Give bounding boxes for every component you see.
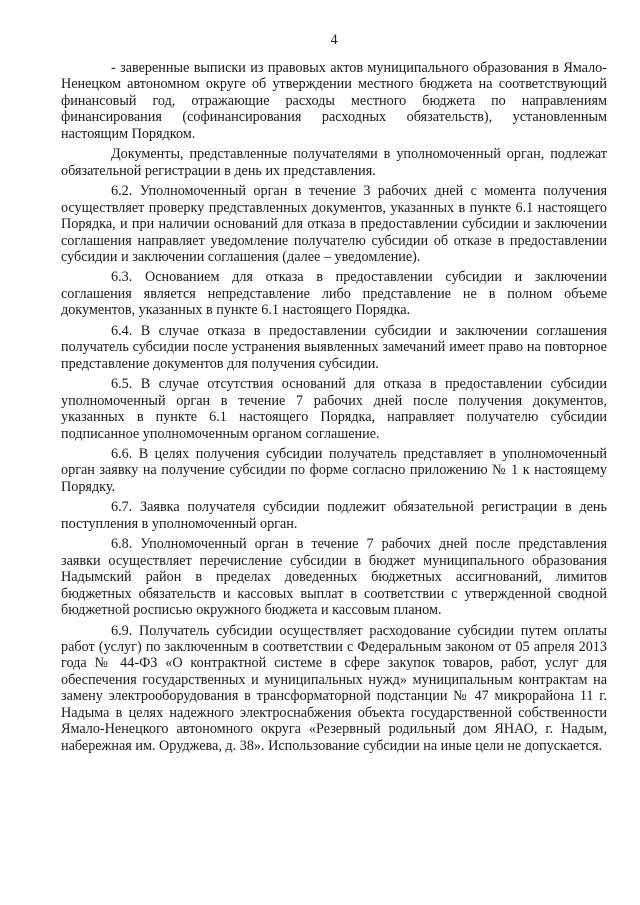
page-number: 4 bbox=[330, 32, 338, 48]
paragraph-6-6: 6.6. В целях получения субсидии получатель представляет в уполномоченный орган заявку на получение субсидии по форме согласно приложению № 1 к настоящему Порядку. bbox=[61, 445, 607, 495]
paragraph-6-5: 6.5. В случае отсутствия оснований для отказа в предоставлении субсидии уполномоченный орган в течение 7 рабочих дней после получения документов, указанных в пункте 6.1 настоящего Порядка, направляет получателю субсидии подписанное уполномоченным органом соглашение. bbox=[61, 376, 607, 442]
paragraph-6-7: 6.7. Заявка получателя субсидии подлежит обязательной регистрации в день поступления в уполномоченный орган. bbox=[61, 499, 607, 532]
paragraph-documents-registration: Документы, представленные получателями в уполномоченный орган, подлежат обязательной регистрации в день их представления. bbox=[61, 146, 607, 179]
paragraph-6-3: 6.3. Основанием для отказа в предоставлении субсидии и заключении соглашения является непредставление либо представление не в полном объеме документов, указанных в пункте 6.1 настоящего Порядка. bbox=[61, 269, 607, 319]
paragraph-bullet-extracts: - заверенные выписки из правовых актов муниципального образования в Ямало-Ненецком автономном округе об утверждении местного бюджета на соответствующий финансовый год, отражающие расходы местного бюджета по направлениям финансирования (софинансирования расходных обязательств), установленным настоящим Порядком. bbox=[61, 60, 607, 142]
paragraph-6-9: 6.9. Получатель субсидии осуществляет расходование субсидии путем оплаты работ (услуг) по заключенным в соответствии с Федеральным законом от 05 апреля 2013 года № 44-ФЗ «О контрактной системе в сфере закупок товаров, работ, услуг для обеспечения государственных и муниципальных нужд» муниципальным контрактам на замену электрооборудования в трансформаторной подстанции № 47 микрорайона 11 г. Надыма в целях надежного электроснабжения объекта государственной собственности Ямало-Ненецкого автономного округа «Резервный родильный дом ЯНАО, г. Надым, набережная им. Оруджева, д. 38». Использование субсидии на иные цели не допускается. bbox=[61, 622, 607, 754]
paragraph-6-8: 6.8. Уполномоченный орган в течение 7 рабочих дней после представления заявки осуществляет перечисление субсидии в бюджет муниципального образования Надымский район в пределах доведенных бюджетных ассигнований, лимитов бюджетных обязательств и кассовых выплат в соответствии с утвержденной сводной бюджетной росписью окружного бюджета и кассовым планом. bbox=[61, 536, 607, 619]
paragraph-6-4: 6.4. В случае отказа в предоставлении субсидии и заключении соглашения получатель субсидии после устранения выявленных замечаний имеет право на повторное представление документов для получения субсидии. bbox=[61, 322, 607, 372]
paragraph-6-2: 6.2. Уполномоченный орган в течение 3 рабочих дней с момента получения осуществляет проверку представленных документов, указанных в пункте 6.1 настоящего Порядка, и при наличии оснований для отказа в предоставлении субсидии и заключении соглашения направляет уведомление получателю субсидии об отказе в предоставлении субсидии и заключении соглашения (далее – уведомление). bbox=[61, 183, 607, 265]
document-body bbox=[61, 60, 607, 758]
